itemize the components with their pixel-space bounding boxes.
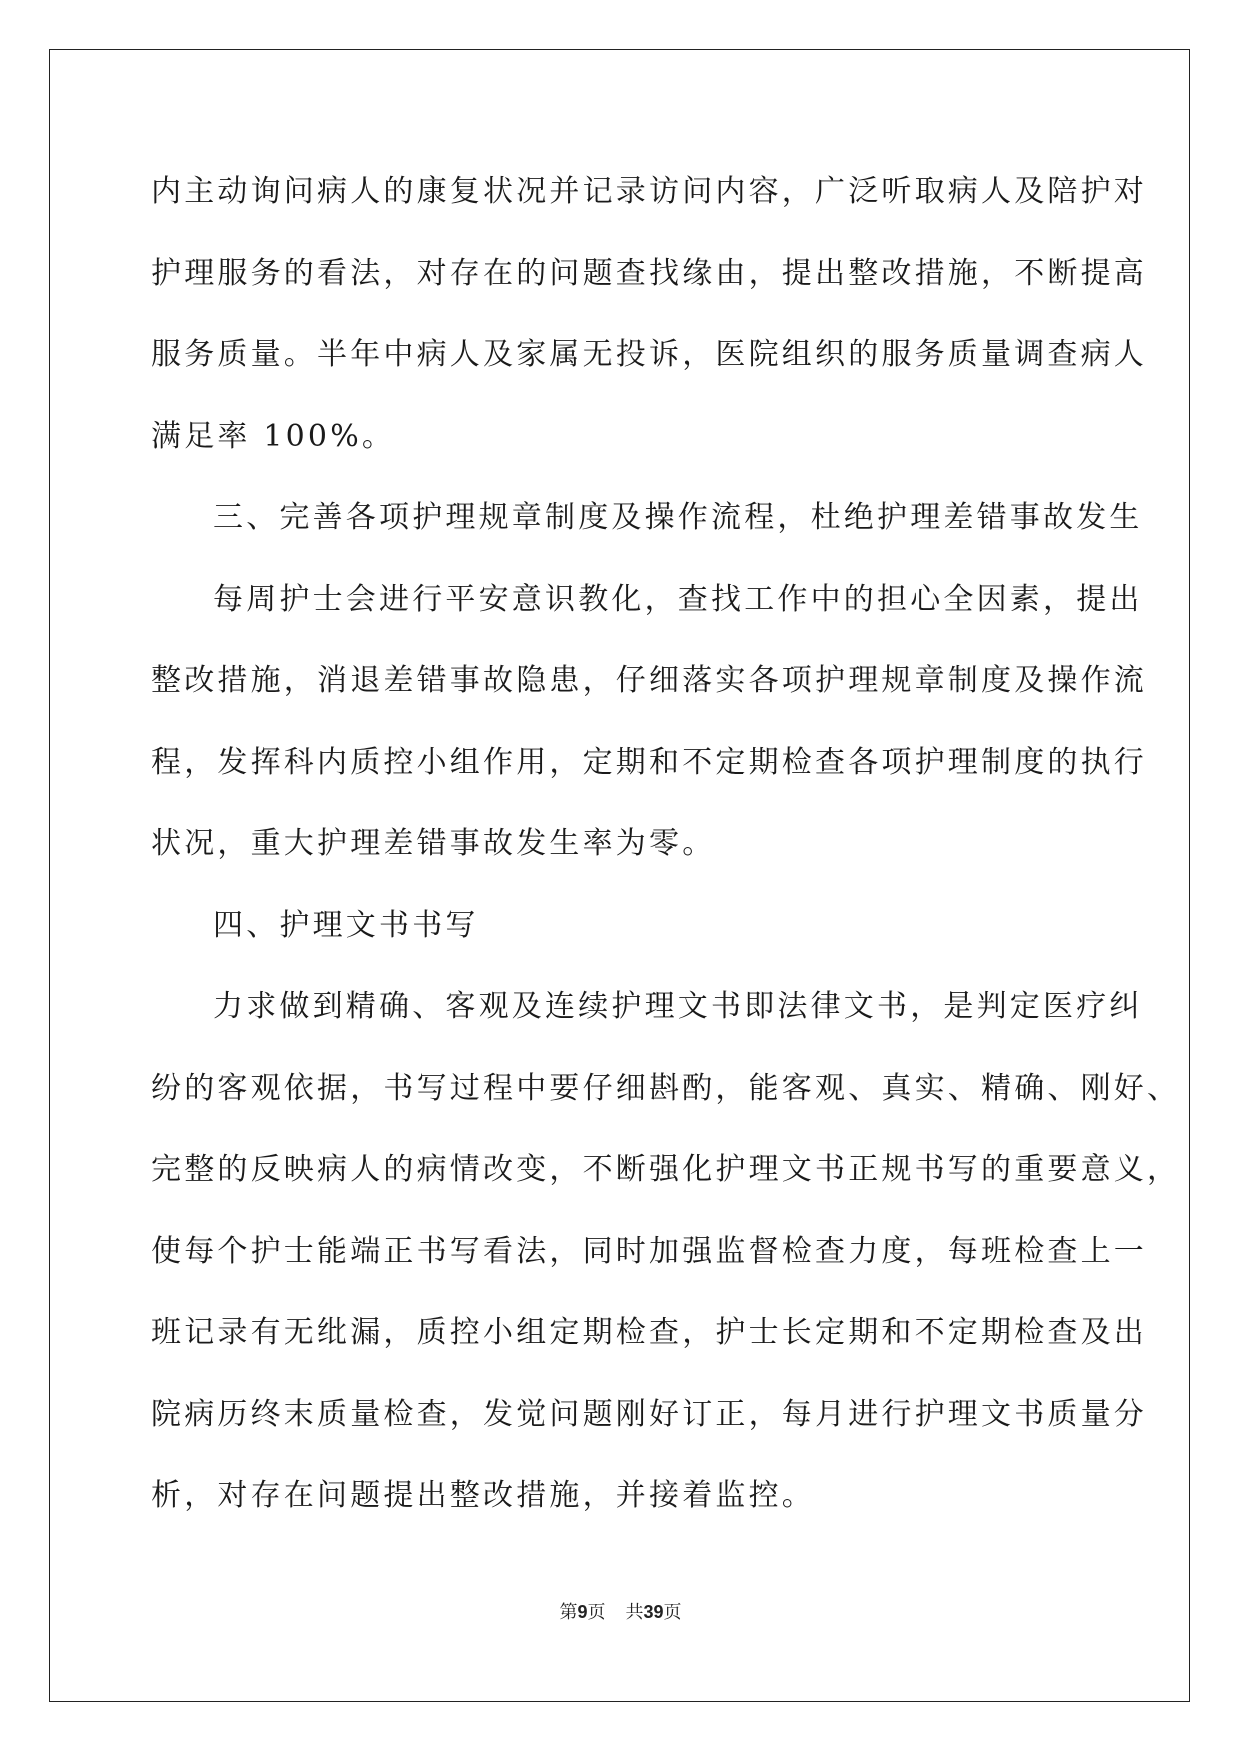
footer-total-prefix: 共	[625, 1602, 644, 1622]
text-line: 每周护士会进行平安意识教化，查找工作中的担心全因素，提出	[213, 582, 1143, 617]
section-heading: 四、护理文书书写	[213, 908, 479, 943]
text-line: 护理服务的看法，对存在的问题查找缘由，提出整改措施，不断提高	[151, 256, 1147, 291]
text-line: 院病历终末质量检查，发觉问题刚好订正，每月进行护理文书质量分	[151, 1397, 1147, 1432]
footer-prefix: 第	[559, 1602, 578, 1622]
total-pages: 39	[643, 1602, 664, 1622]
page-number: 9	[577, 1602, 588, 1622]
text-line: 班记录有无纰漏，质控小组定期检查，护士长定期和不定期检查及出	[151, 1315, 1147, 1350]
footer-total-suffix: 页	[663, 1602, 682, 1622]
section-heading: 三、完善各项护理规章制度及操作流程，杜绝护理差错事故发生	[213, 500, 1143, 535]
text-line: 使每个护士能端正书写看法，同时加强监督检查力度，每班检查上一	[151, 1234, 1147, 1269]
text-line: 力求做到精确、客观及连续护理文书即法律文书，是判定医疗纠	[213, 989, 1143, 1024]
text-line: 纷的客观依据，书写过程中要仔细斟酌，能客观、真实、精确、刚好、	[151, 1071, 1181, 1106]
text-line: 状况，重大护理差错事故发生率为零。	[151, 826, 716, 861]
text-line: 内主动询问病人的康复状况并记录访问内容，广泛听取病人及陪护对	[151, 174, 1147, 209]
text-line: 析，对存在问题提出整改措施，并接着监控。	[151, 1478, 815, 1513]
page-footer	[0, 1598, 1241, 1624]
text-line: 满足率 100%。	[151, 419, 396, 454]
text-line: 整改措施，消退差错事故隐患，仔细落实各项护理规章制度及操作流	[151, 663, 1147, 698]
text-line: 服务质量。半年中病人及家属无投诉，医院组织的服务质量调查病人	[151, 337, 1147, 372]
text-line: 完整的反映病人的病情改变，不断强化护理文书正规书写的重要意义，	[151, 1152, 1181, 1187]
page-border	[49, 49, 1190, 1702]
footer-page-suffix: 页	[587, 1602, 606, 1622]
text-line: 程，发挥科内质控小组作用，定期和不定期检查各项护理制度的执行	[151, 745, 1147, 780]
